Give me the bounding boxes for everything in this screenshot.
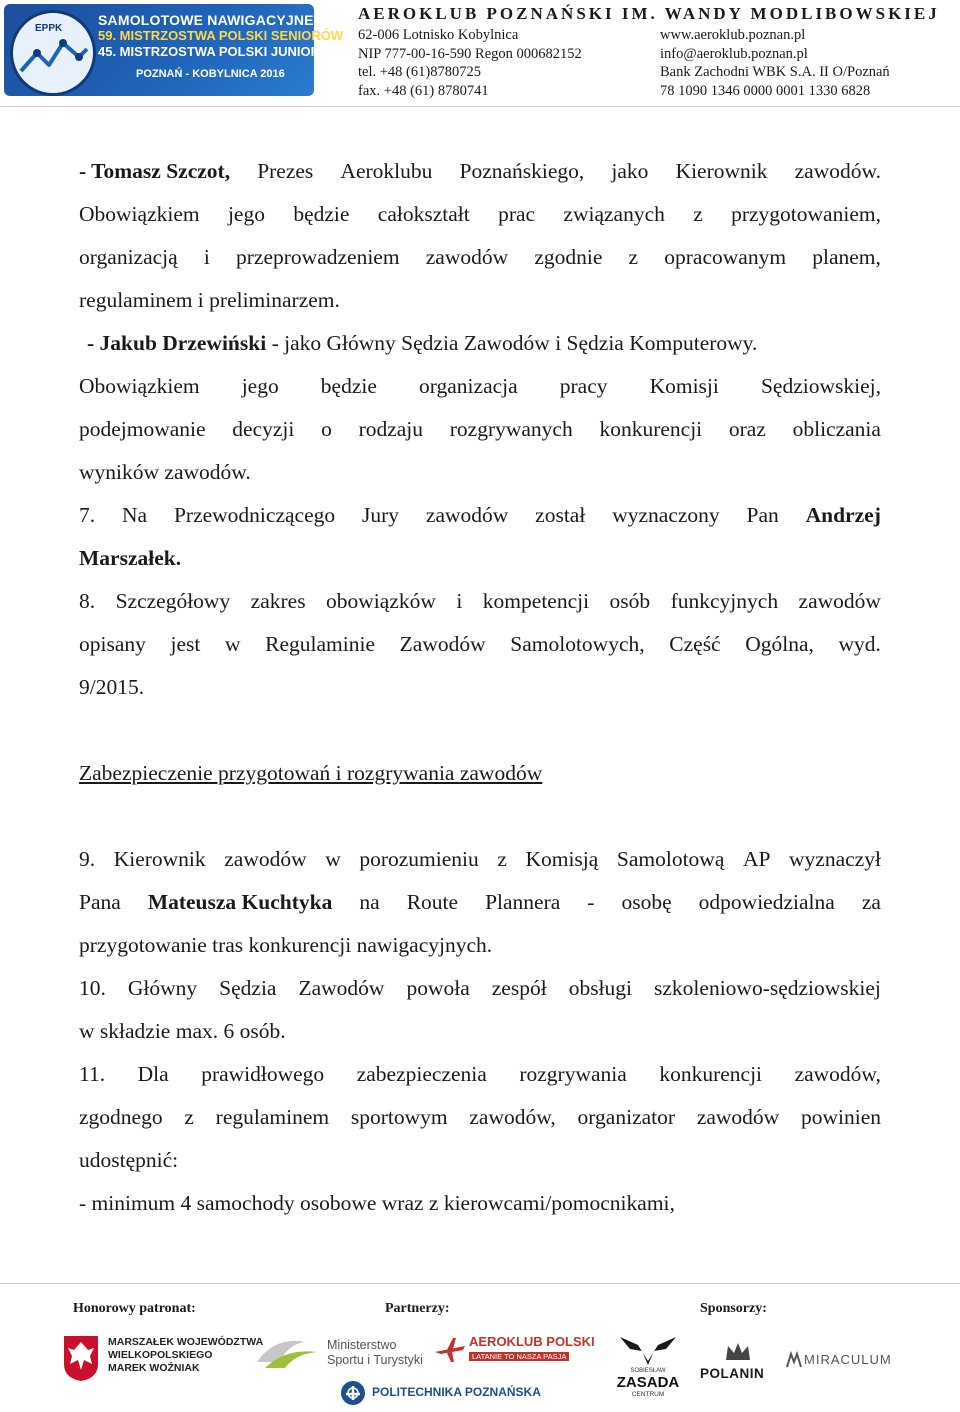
p2-line3: podejmowanie decyzji o rodzaju rozgrywanych konkurencji oraz obliczania [79, 417, 881, 441]
ministry-logo [255, 1330, 425, 1376]
miraculum-logo [786, 1350, 890, 1372]
politechnika-emblem-icon [340, 1380, 366, 1406]
p2-line1: - Jakub Drzewiński - jako Główny Sędzia Zawodów i Sędzia Komputerowy. [87, 331, 758, 355]
aeroklub-polski-name: AEROKLUB POLSKI [469, 1334, 595, 1349]
tax-ids: NIP 777-00-16-590 Regon 000682152 [358, 45, 582, 62]
organization-name: AEROKLUB POZNAŃSKI IM. WANDY MODLIBOWSKIEJ [358, 4, 940, 23]
logo-place-year: POZNAŃ - KOBYLNICA 2016 [136, 68, 285, 80]
eppk-badge-icon [10, 10, 96, 96]
p1-line4: regulaminem i preliminarzem. [79, 288, 340, 312]
crown-icon [723, 1340, 753, 1364]
politechnika-name: POLITECHNIKA POZNAŃSKA [372, 1385, 541, 1399]
miraculum-name: MIRACULUM [804, 1352, 892, 1367]
plane-icon [433, 1334, 467, 1364]
p11-line2: zgodnego z regulaminem sportowym zawodów, organizator zawodów powinien [79, 1105, 881, 1129]
logo-title: SAMOLOTOWE NAWIGACYJNE [98, 12, 314, 28]
zasada-name: ZASADA [616, 1374, 680, 1391]
ministry-swoosh-icon [255, 1332, 321, 1372]
zasada-logo [612, 1333, 684, 1401]
politechnika-logo [340, 1380, 541, 1408]
p11-line4: - minimum 4 samochody osobowe wraz z kierowcami/pomocnikami, [79, 1191, 675, 1215]
p8-line2: opisany jest w Regulaminie Zawodów Samolotowych, Część Ogólna, wyd. [79, 632, 881, 656]
p9-line3: przygotowanie tras konkurencji nawigacyjnych. [79, 933, 493, 957]
marszalek-line2: WIELKOPOLSKIEGO [108, 1349, 213, 1361]
section-heading: Zabezpieczenie przygotowań i rozgrywania zawodów [79, 761, 543, 785]
miraculum-mark-icon [786, 1352, 802, 1368]
ministry-line2: Sportu i Turystyki [327, 1353, 423, 1367]
patron-label: Honorowy patronat: [73, 1301, 196, 1316]
letterhead [0, 0, 960, 100]
wielkopolska-eagle-icon [62, 1334, 100, 1382]
polanin-name: POLANIN [700, 1366, 765, 1381]
marszalek-line3: MAREK WOŹNIAK [108, 1362, 200, 1374]
fax: fax. +48 (61) 8780741 [358, 82, 489, 99]
p8-line1: 8. Szczegółowy zakres obowiązków i kompetencji osób funkcyjnych zawodów [79, 589, 881, 613]
p7-line1: 7. Na Przewodniczącego Jury zawodów został wyznaczony Pan Andrzej [79, 503, 881, 527]
competition-logo [4, 4, 344, 96]
website-link[interactable]: www.aeroklub.poznan.pl [660, 27, 806, 43]
address: 62-006 Lotnisko Kobylnica [358, 27, 519, 43]
bank-name: Bank Zachodni WBK S.A. II O/Poznań [660, 64, 890, 80]
p2-line4: wyników zawodów. [79, 460, 251, 484]
logo-juniors: 45. MISTRZOSTWA POLSKI JUNIORÓW [98, 44, 343, 59]
p10-line2: w składzie max. 6 osób. [79, 1019, 286, 1043]
header-divider [0, 106, 960, 107]
zasada-small: SOBIESŁAW [630, 1368, 666, 1374]
phone: tel. +48 (61)8780725 [358, 64, 481, 80]
partners-label: Partnerzy: [385, 1301, 450, 1316]
p9-line1: 9. Kierownik zawodów w porozumieniu z Komisją Samolotową AP wyznaczył [79, 847, 881, 871]
aeroklub-polski-logo [433, 1334, 595, 1366]
p10-line1: 10. Główny Sędzia Zawodów powoła zespół obsługi szkoleniowo-sędziowskiej [79, 976, 881, 1000]
footer-divider [0, 1283, 960, 1284]
polanin-logo [700, 1340, 776, 1384]
p2-line2: Obowiązkiem jego będzie organizacja pracy Komisji Sędziowskiej, [79, 374, 881, 398]
document-body [79, 150, 881, 1225]
p9-line2: Pana Mateusza Kuchtyka na Route Plannera - osobę odpowiedzialna za [79, 890, 881, 914]
marszalek-logo [62, 1334, 264, 1384]
logo-seniors: 59. MISTRZOSTWA POLSKI SENIORÓW [98, 28, 344, 43]
organization-info [358, 4, 958, 100]
email-link[interactable]: info@aeroklub.poznan.pl [660, 45, 808, 62]
marszalek-line1: MARSZAŁEK WOJEWÓDZTWA [108, 1336, 264, 1348]
aeroklub-polski-tagline: LATANIE TO NASZA PASJA [469, 1352, 569, 1361]
zasada-sub: CENTRUM [631, 1391, 665, 1398]
sponsors-label: Sponsorzy: [700, 1301, 767, 1316]
p7-line2: Marszałek. [79, 546, 182, 570]
p1-line2: Obowiązkiem jego będzie całokształt prac związanych z przygotowaniem, [79, 202, 881, 226]
logo-eppk-text: EPPK [35, 23, 63, 34]
p8-line3: 9/2015. [79, 675, 145, 699]
bank-account: 78 1090 1346 0000 0001 1330 6828 [660, 82, 871, 99]
ministry-line1: Ministerstwo [327, 1338, 397, 1352]
p1-line3: organizacją i przeprowadzeniem zawodów zgodnie z opracowanym planem, [79, 245, 881, 269]
p1-line1: - Tomasz Szczot, Prezes Aeroklubu Poznańskiego, jako Kierownik zawodów. [79, 159, 881, 183]
p11-line1: 11. Dla prawidłowego zabezpieczenia rozgrywania konkurencji zawodów, [79, 1062, 881, 1086]
p11-line3: udostępnić: [79, 1148, 179, 1172]
eagle-wings-icon [618, 1333, 678, 1367]
